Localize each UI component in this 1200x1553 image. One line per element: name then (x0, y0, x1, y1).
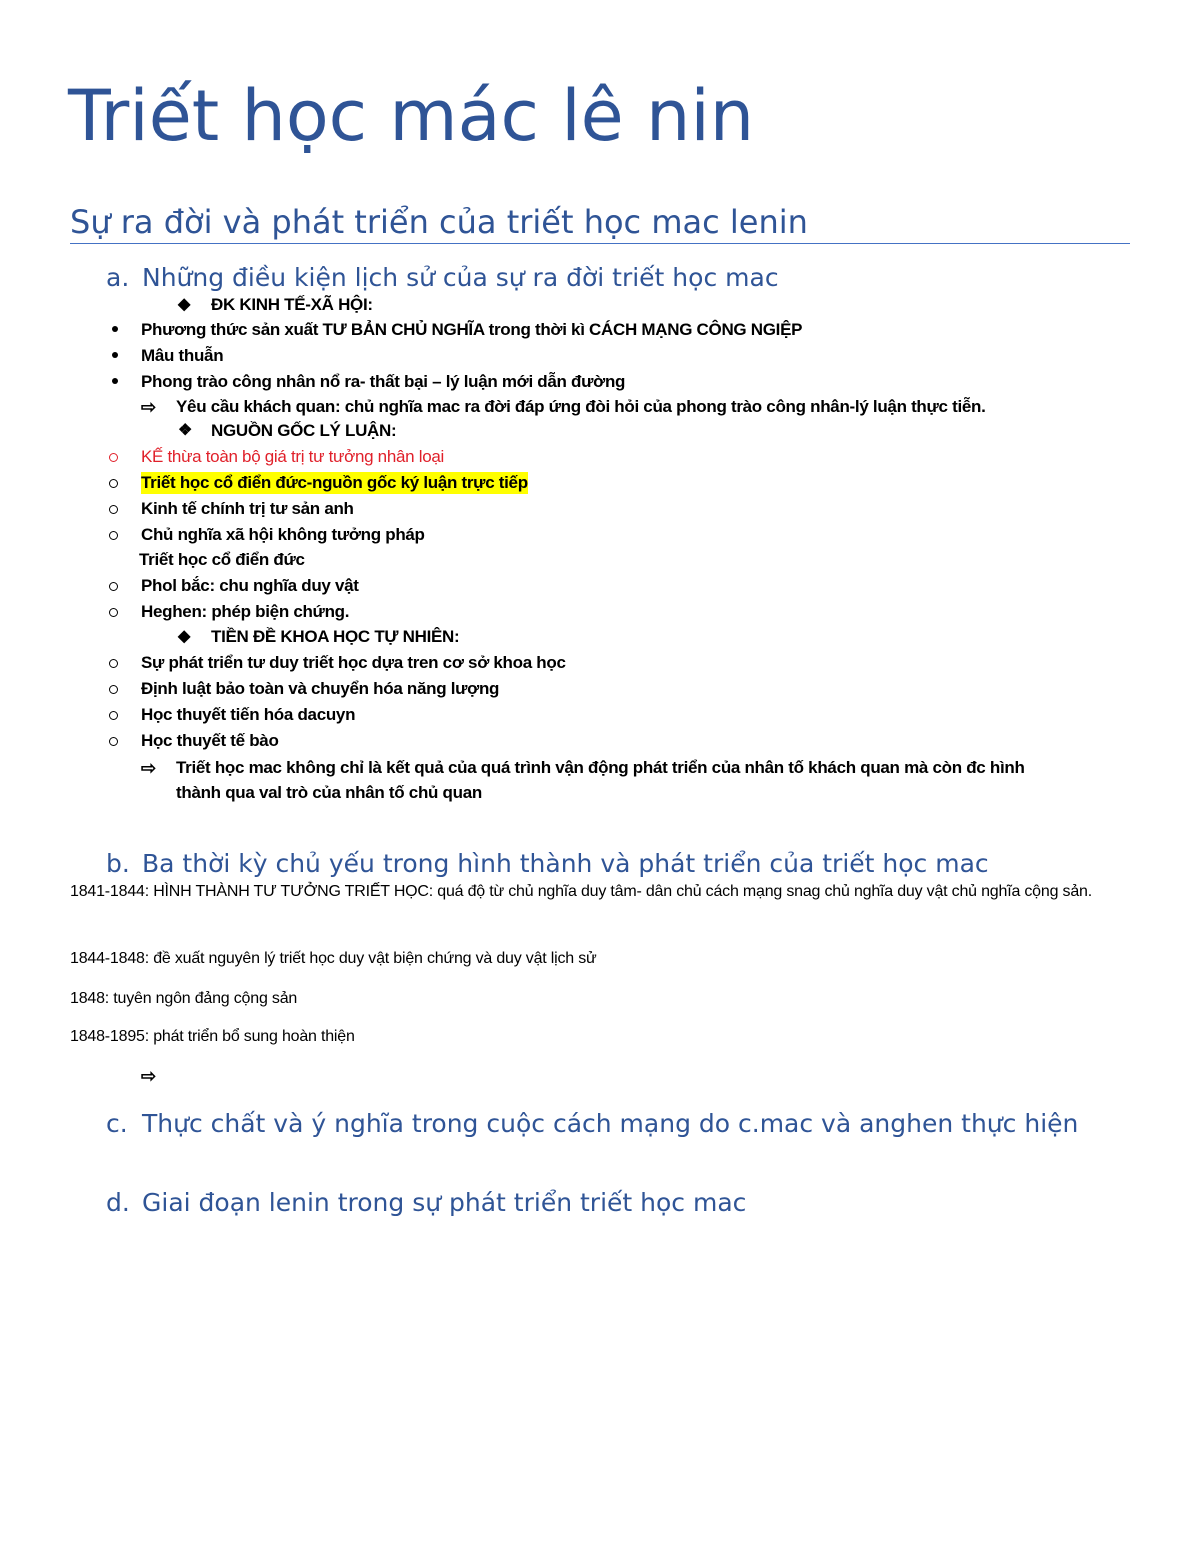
period-paragraph: 1841-1844: HÌNH THÀNH TƯ TƯỞNG TRIẾT HỌC: quá độ từ chủ nghĩa duy tâm- dân chủ cách mạng snag chủ nghĩa duy vật chủ nghĩa cộng sản. (70, 883, 1092, 900)
circle-bullet-icon (109, 711, 118, 720)
list-item: Phol bắc: chu nghĩa duy vật (141, 576, 359, 595)
list-item: Heghen: phép biện chứng. (141, 602, 350, 621)
list-item: Định luật bảo toàn và chuyển hóa năng lượng (141, 679, 500, 698)
section-a-title: Những điều kiện lịch sử của sự ra đời triết học mac (142, 263, 779, 292)
heading-1: Sự ra đời và phát triển của triết học mac lenin (70, 203, 808, 241)
section-b-title: Ba thời kỳ chủ yếu trong hình thành và phát triển của triết học mac (142, 849, 989, 878)
list-item: Sự phát triển tư duy triết học dựa tren cơ sở khoa học (141, 653, 566, 672)
circle-bullet-icon (109, 505, 118, 514)
circle-bullet-icon (109, 582, 118, 591)
subheading-theory-sources: NGUỒN GỐC LÝ LUẬN: (211, 421, 397, 440)
arrow-right-icon: ⇨ (141, 397, 157, 417)
conclusion-line: Yêu cầu khách quan: chủ nghĩa mac ra đời đáp ứng đòi hỏi của phong trào công nhân-lý luận thực tiễn. (176, 397, 986, 416)
list-item: KẾ thừa toàn bộ giá trị tư tưởng nhân loại (141, 447, 444, 466)
list-item: Mâu thuẫn (141, 346, 224, 365)
heading-1-underline (70, 243, 1130, 244)
section-a-number: a. (106, 263, 130, 292)
conclusion-line-continued: thành qua val trò của nhân tố chủ quan (176, 783, 482, 802)
list-item: Học thuyết tiến hóa dacuyn (141, 705, 356, 724)
period-paragraph: 1848-1895: phát triển bổ sung hoàn thiện (70, 1028, 355, 1045)
list-item: Học thuyết tế bào (141, 731, 279, 750)
circle-bullet-icon (109, 608, 118, 617)
list-item: Phương thức sản xuất TƯ BẢN CHỦ NGHĨA trong thời kì CÁCH MẠNG CÔNG NGIỆP (141, 320, 803, 339)
highlighted-list-item: Triết học cổ điển đức-nguồn gốc ký luận trực tiếp (141, 473, 528, 492)
period-paragraph: 1848: tuyên ngôn đảng cộng sản (70, 990, 298, 1007)
section-d-heading (106, 1187, 1116, 1218)
arrow-right-icon: ⇨ (141, 758, 157, 778)
diamond-bullet-icon: ◆ (178, 628, 191, 645)
circle-bullet-icon (109, 479, 118, 488)
section-c-title: Thực chất và ý nghĩa trong cuộc cách mạng do c.mac và anghen thực hiện (142, 1109, 1079, 1138)
list-item: Kinh tế chính trị tư sản anh (141, 499, 354, 518)
section-d-number: d. (106, 1188, 130, 1217)
four-diamond-bullet-icon: ❖ (178, 422, 193, 439)
dot-bullet-icon (112, 352, 118, 358)
subheading-science: TIỀN ĐỀ KHOA HỌC TỰ NHIÊN: (211, 627, 460, 646)
section-a-heading (106, 262, 1116, 293)
section-d-title: Giai đoạn lenin trong sự phát triển triết học mac (142, 1188, 747, 1217)
section-b-number: b. (106, 849, 130, 878)
dot-bullet-icon (112, 378, 118, 384)
indented-line: Triết học cổ điển đức (139, 550, 305, 569)
circle-bullet-icon (109, 531, 118, 540)
conclusion-line: Triết học mac không chỉ là kết quả của quá trình vận động phát triển của nhân tố khách quan mà còn đc hình (176, 758, 1025, 777)
list-item: Phong trào công nhân nổ ra- thất bại – lý luận mới dẫn đường (141, 372, 626, 391)
diamond-bullet-icon: ◆ (178, 296, 191, 313)
circle-bullet-icon (109, 737, 118, 746)
section-c-heading (106, 1108, 1116, 1139)
arrow-right-icon: ⇨ (141, 1066, 157, 1086)
list-item: Chủ nghĩa xã hội không tưởng pháp (141, 525, 425, 544)
period-paragraph: 1844-1848: đề xuất nguyên lý triết học duy vật biện chứng và duy vật lịch sử (70, 950, 597, 967)
circle-bullet-icon (109, 685, 118, 694)
circle-bullet-icon (109, 453, 118, 462)
section-c-number: c. (106, 1109, 128, 1138)
subheading-economy: ĐK KINH TẾ-XÃ HỘI: (211, 295, 373, 314)
section-b-heading (106, 848, 1116, 879)
document-title: Triết học mác lê nin (68, 75, 755, 157)
circle-bullet-icon (109, 659, 118, 668)
dot-bullet-icon (112, 326, 118, 332)
